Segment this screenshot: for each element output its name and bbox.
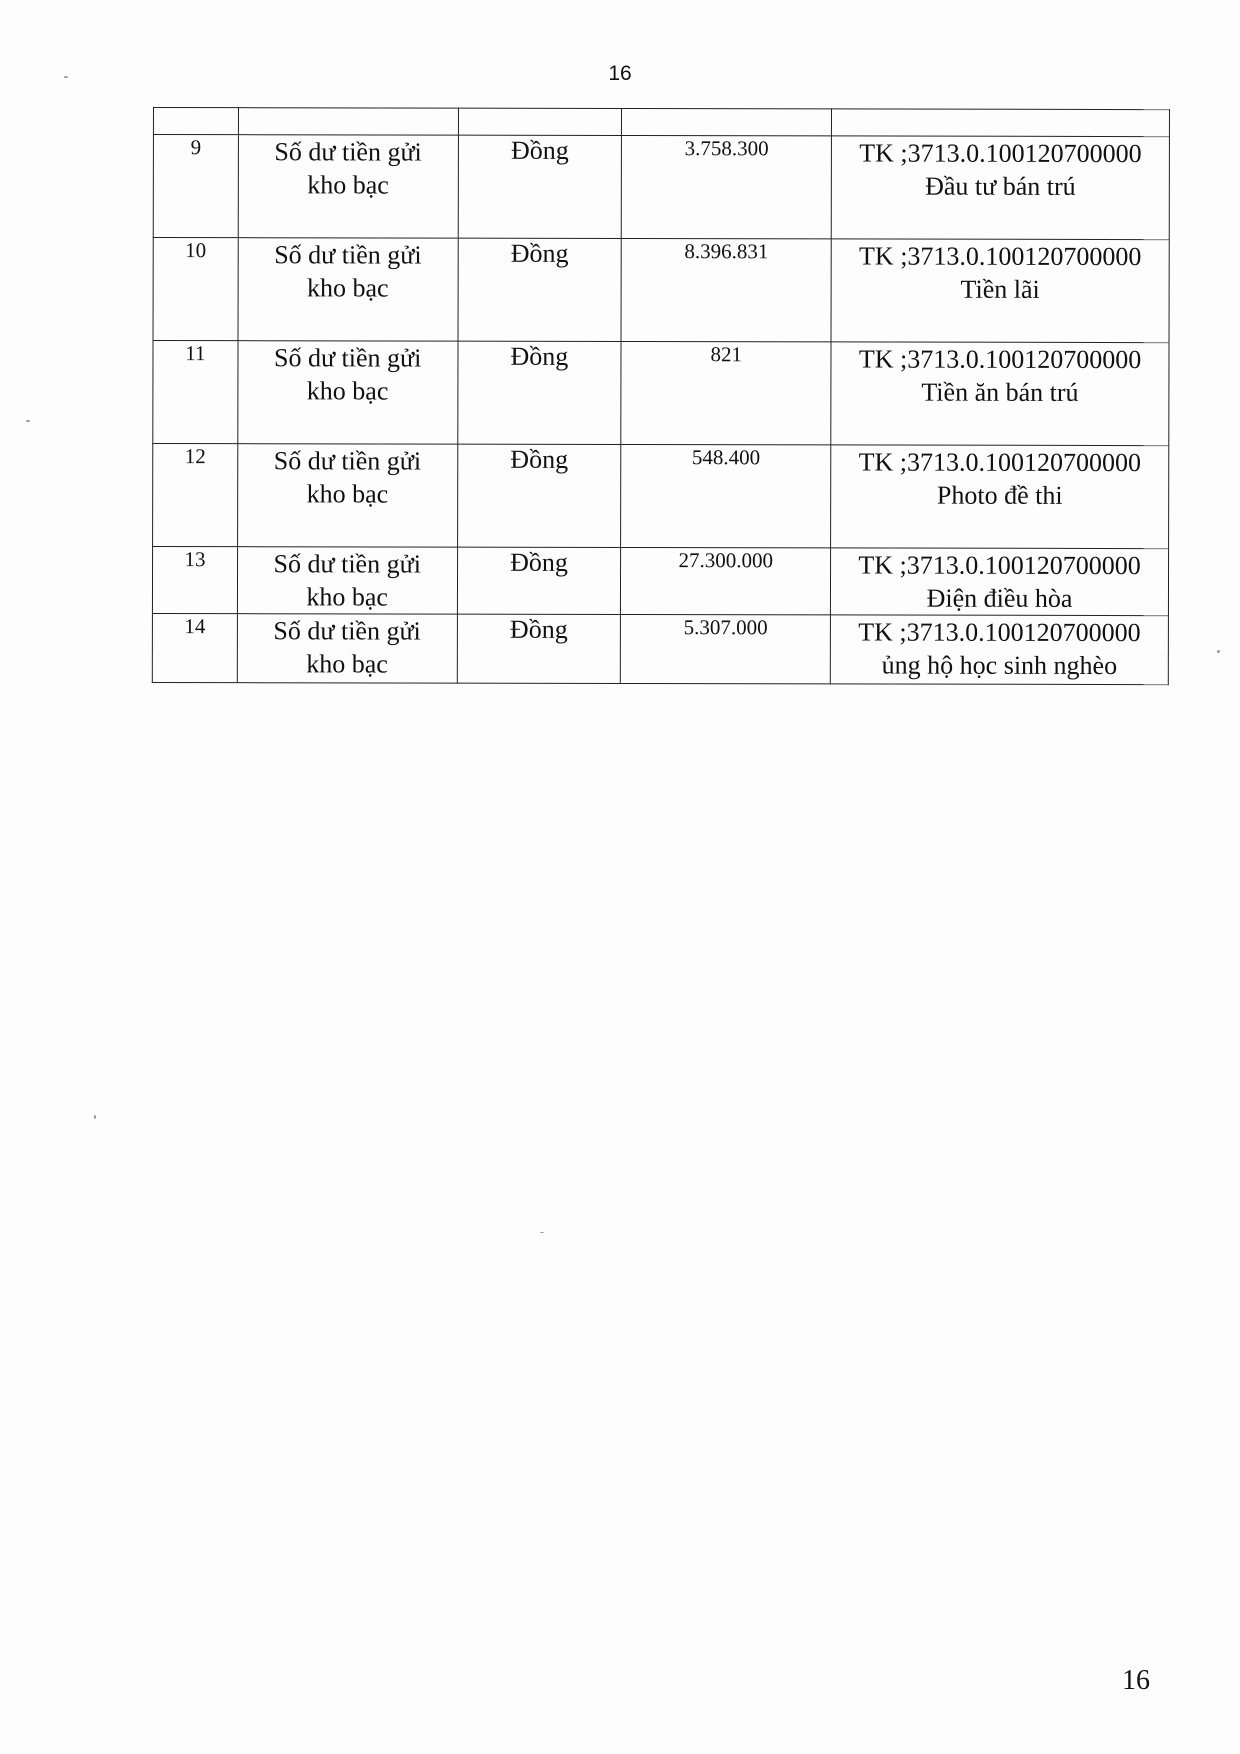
- item-name-cell: [238, 238, 458, 341]
- balance-table: [152, 107, 1170, 685]
- table-row: [152, 547, 1168, 616]
- unit-cell: Đồng: [457, 614, 621, 683]
- item-name-line1: Số dư tiền gửi: [273, 616, 421, 646]
- blank-cell: [622, 108, 832, 135]
- unit-cell: Đồng: [458, 135, 622, 238]
- item-name-line1: Số dư tiền gửi: [273, 343, 422, 373]
- unit-cell: Đồng: [457, 341, 621, 444]
- item-name-cell: [237, 547, 457, 614]
- scan-speck: [540, 1232, 544, 1233]
- item-name-line1: Số dư tiền gửi: [274, 137, 422, 167]
- item-name-line1: Số dư tiền gửi: [273, 549, 421, 579]
- item-name-cell: [237, 614, 457, 683]
- note-cell: [831, 342, 1169, 446]
- account-purpose: Tiền ăn bán trú: [921, 377, 1079, 407]
- amount-cell: 548.400: [621, 444, 831, 547]
- item-name-line2: kho bạc: [307, 170, 389, 200]
- account-number: TK ;3713.0.100120700000: [859, 138, 1142, 169]
- scan-speck: [94, 1115, 96, 1119]
- note-cell: [831, 136, 1169, 240]
- blank-cell: [832, 109, 1170, 137]
- table-row: [152, 613, 1168, 684]
- amount-cell: 5.307.000: [621, 614, 831, 683]
- amount-cell: 27.300.000: [621, 547, 831, 614]
- page-number-bottom: 16: [1122, 1665, 1150, 1696]
- row-number: 9: [153, 135, 238, 238]
- item-name-line2: kho bạc: [306, 479, 389, 509]
- account-number: TK ;3713.0.100120700000: [858, 550, 1141, 581]
- page-number-top: 16: [608, 62, 632, 85]
- item-name-line1: Số dư tiền gửi: [274, 240, 422, 270]
- item-name-line1: Số dư tiền gửi: [273, 446, 422, 476]
- item-name-line2: kho bạc: [306, 649, 388, 679]
- row-number: 11: [153, 341, 238, 444]
- table-header-blank-row: [153, 108, 1169, 137]
- blank-cell: [238, 108, 458, 135]
- unit-cell: Đồng: [457, 444, 621, 547]
- account-purpose: Đầu tư bán trú: [925, 171, 1076, 201]
- account-purpose: ủng hộ học sinh nghèo: [881, 650, 1118, 681]
- account-number: TK ;3713.0.100120700000: [859, 241, 1142, 272]
- row-number: 10: [153, 238, 238, 341]
- scan-speck: [64, 76, 68, 78]
- blank-cell: [458, 108, 622, 135]
- account-purpose: Tiền lãi: [960, 274, 1040, 304]
- account-number: TK ;3713.0.100120700000: [858, 447, 1142, 478]
- row-number: 13: [152, 547, 237, 614]
- item-name-line2: kho bạc: [306, 376, 389, 406]
- note-cell: [830, 615, 1168, 685]
- account-purpose: Điện điều hòa: [926, 583, 1073, 613]
- account-purpose: Photo đề thi: [936, 480, 1063, 510]
- unit-cell: Đồng: [458, 238, 622, 341]
- table-row: [153, 238, 1169, 343]
- table-row: [153, 341, 1169, 446]
- table-row: [153, 444, 1169, 549]
- item-name-line2: kho bạc: [306, 582, 389, 612]
- account-number: TK ;3713.0.100120700000: [858, 344, 1142, 375]
- blank-cell: [153, 108, 238, 135]
- account-number: TK ;3713.0.100120700000: [858, 617, 1141, 648]
- amount-cell: 8.396.831: [621, 238, 831, 341]
- table-row: [153, 135, 1169, 240]
- scan-speck: [1217, 650, 1220, 653]
- item-name-cell: [238, 135, 458, 238]
- scan-speck: [26, 420, 30, 422]
- item-name-cell: [238, 341, 458, 444]
- amount-cell: 821: [621, 341, 831, 444]
- note-cell: [831, 239, 1169, 343]
- item-name-cell: [237, 444, 457, 547]
- row-number: 14: [152, 613, 237, 682]
- note-cell: [831, 445, 1169, 549]
- unit-cell: Đồng: [457, 547, 621, 614]
- amount-cell: 3.758.300: [622, 135, 832, 238]
- note-cell: [831, 548, 1169, 616]
- item-name-line2: kho bạc: [306, 273, 389, 303]
- row-number: 12: [153, 444, 238, 547]
